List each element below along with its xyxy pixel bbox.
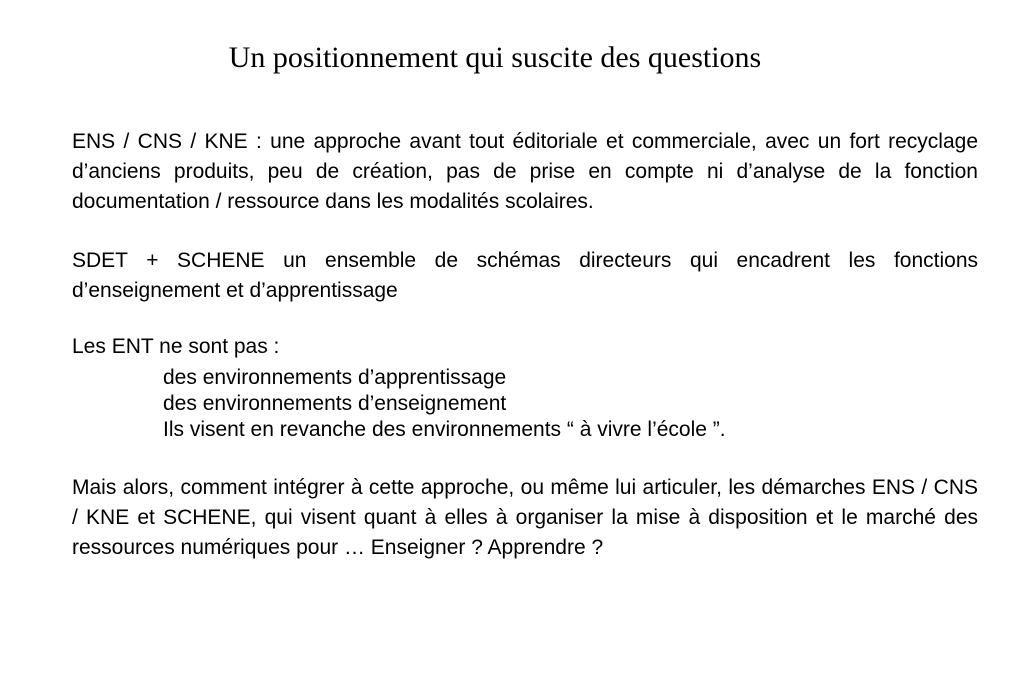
paragraph-question: Mais alors, comment intégrer à cette approche, ou même lui articuler, les démarches ENS / CNS / KNE et SCHENE, qui visent quant à elles à organiser la mise à disposition et le marché des ressources numériques pour … Enseigner ? Apprendre ?: [72, 476, 978, 559]
list-item: des environnements d’apprentissage: [163, 366, 507, 389]
paragraph-ens-cns-kne: ENS / CNS / KNE : une approche avant tout éditoriale et commerciale, avec un fort recyclage d’anciens produits, peu de création, pas de prise en compte ni d’analyse de la fonction documentation / ressource dans les modalités scolaires.: [72, 130, 978, 213]
paragraph-sdet-schene: SDET + SCHENE un ensemble de schémas directeurs qui encadrent les fonctions d’enseignement et d’apprentissage: [72, 249, 978, 302]
list-item: des environnements d’enseignement: [163, 392, 507, 415]
paragraph-ent-intro: Les ENT ne sont pas :: [72, 335, 280, 358]
slide-title: Un positionnement qui suscite des questions: [228, 41, 762, 74]
list-item: Ils visent en revanche des environnements “ à vivre l’école ”.: [163, 418, 726, 441]
ent-indented-list: [163, 365, 726, 443]
